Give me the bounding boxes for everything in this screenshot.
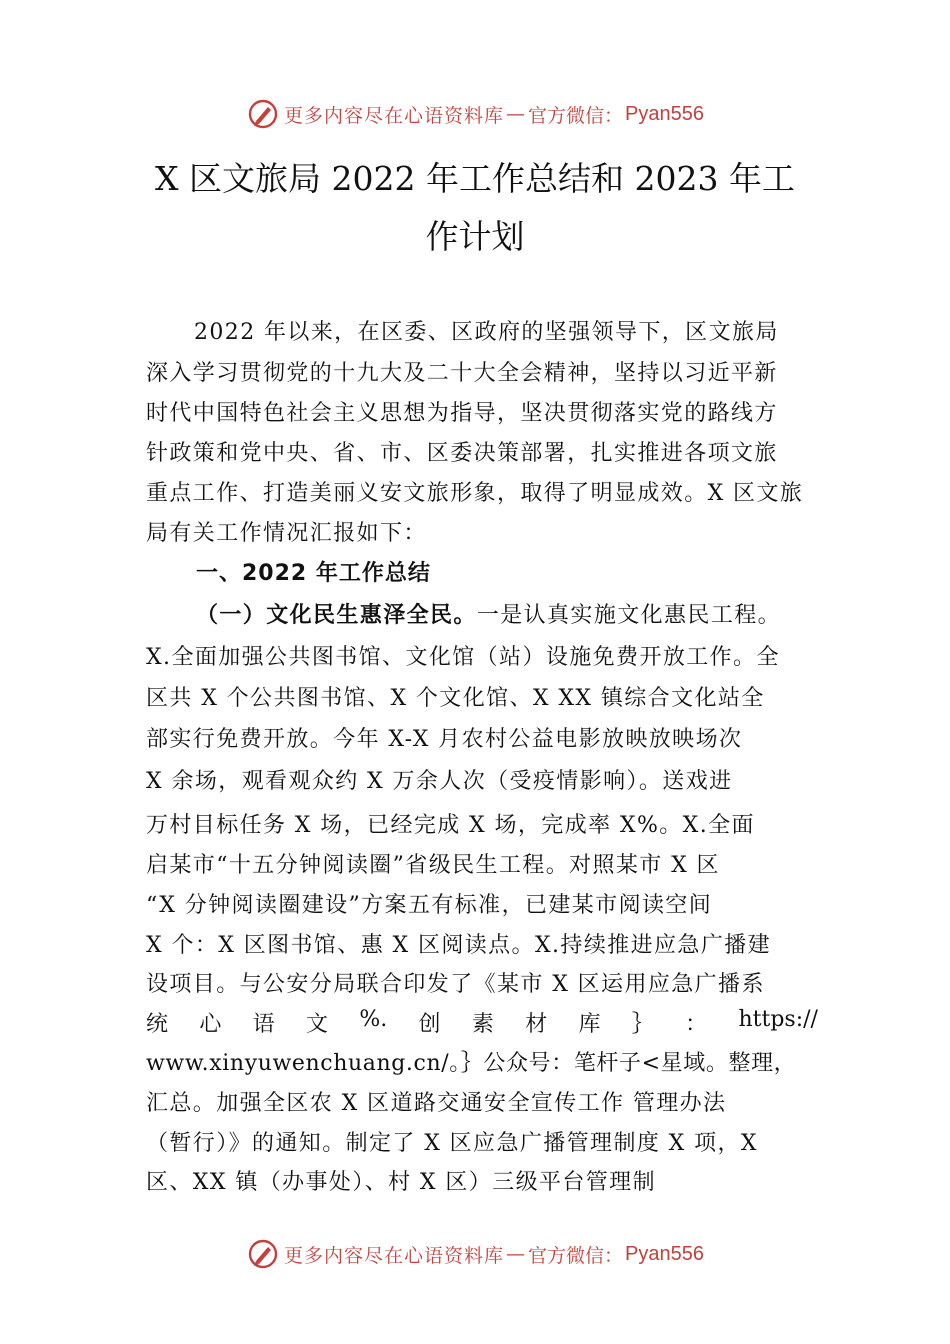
spaced-char: 语 xyxy=(252,1012,275,1037)
paragraph-line: 局有关工作情况汇报如下： xyxy=(146,521,427,546)
spaced-char: 创 xyxy=(418,1012,441,1037)
paragraph-line: 万村目标任务 X 场，已经完成 X 场，完成率 X%。X.全面 xyxy=(146,813,755,838)
paragraph-line: X 个：X 区图书馆、惠 X 区阅读点。X.持续推进应急广播建 xyxy=(146,933,772,958)
paragraph-line: 时代中国特色社会主义思想为指导，坚决贯彻落实党的路线方 xyxy=(146,401,778,426)
banner-text: 更多内容尽在心语资料库 xyxy=(284,104,505,127)
banner-wechat-id: Pyan556 xyxy=(625,1242,704,1265)
subsection-rest: 一是认真实施文化惠民工程。 xyxy=(476,603,782,628)
paragraph-line: 2022 年以来，在区委、区政府的坚强领导下，区文旅局 xyxy=(194,320,779,345)
spaced-char: %. xyxy=(359,1007,388,1032)
spaced-char: 心 xyxy=(199,1012,222,1037)
document-title xyxy=(110,150,840,266)
spaced-char: 素 xyxy=(471,1012,494,1037)
paragraph-line: 针政策和党中央、省、市、区委决策部署，扎实推进各项文旅 xyxy=(146,441,778,466)
title-line-1: X 区文旅局 2022 年工作总结和 2023 年工 xyxy=(155,159,795,198)
subsection-lead: （一）文化民生惠泽全民。 xyxy=(196,602,477,628)
pen-logo-icon xyxy=(246,97,280,131)
subsection-line xyxy=(196,598,818,629)
banner-separator: — xyxy=(506,103,527,125)
banner-text: 更多内容尽在心语资料库 xyxy=(284,1244,505,1267)
paragraph-line: （暂行）》的通知。制定了 X 区应急广播管理制度 X 项，X xyxy=(146,1131,758,1156)
watermark-banner-bottom xyxy=(0,1236,950,1272)
paragraph-line: 深入学习贯彻党的十九大及二十大全会精神，坚持以习近平新 xyxy=(146,361,778,386)
paragraph-line: www.xinyuwenchuang.cn/。｝公众号：笔杆子<星域。整理， xyxy=(146,1051,797,1076)
paragraph-line: 部实行免费开放。今年 X-X 月农村公益电影放映放映场次 xyxy=(146,727,743,752)
banner-separator: — xyxy=(506,1243,527,1265)
pen-logo-icon xyxy=(246,1237,280,1271)
banner-wechat-label: 官方微信： xyxy=(528,1244,624,1267)
paragraph-line: 区共 X 个公共图书馆、X 个文化馆、X XX 镇综合文化站全 xyxy=(146,686,765,711)
spaced-char: 库 xyxy=(578,1012,601,1037)
spaced-char: 材 xyxy=(525,1012,548,1037)
spaced-line xyxy=(146,1007,818,1038)
section-heading: 一、2022 年工作总结 xyxy=(196,561,431,586)
title-line-2: 作计划 xyxy=(425,217,525,256)
paragraph-line: 汇总。加强全区农 X 区道路交通安全宣传工作 管理办法 xyxy=(146,1091,727,1116)
spaced-char: ： xyxy=(685,1012,708,1037)
banner-wechat-label: 官方微信： xyxy=(528,104,624,127)
spaced-char: 统 xyxy=(146,1012,169,1037)
paragraph-line: 设项目。与公安分局联合印发了《某市 X 区运用应急广播系 xyxy=(146,972,765,997)
paragraph-line: 区、XX 镇（办事处）、村 X 区）三级平台管理制 xyxy=(146,1170,656,1195)
paragraph-line: 重点工作、打造美丽义安文旅形象，取得了明显成效。X 区文旅 xyxy=(146,481,804,506)
spaced-url-prefix: https:// xyxy=(738,1007,818,1032)
spaced-char: ｝ xyxy=(631,1012,654,1037)
paragraph-line: X.全面加强公共图书馆、文化馆（站）设施免费开放工作。全 xyxy=(146,645,780,670)
banner-wechat-id: Pyan556 xyxy=(625,102,704,125)
spaced-char: 文 xyxy=(305,1012,328,1037)
watermark-banner-top xyxy=(0,96,950,132)
paragraph-line: X 余场，观看观众约 X 万余人次（受疫情影响）。送戏进 xyxy=(146,769,733,794)
paragraph-line: “X 分钟阅读圈建设”方案五有标准，已建某市阅读空间 xyxy=(146,893,713,918)
paragraph-line: 启某市“十五分钟阅读圈”省级民生工程。对照某市 X 区 xyxy=(146,853,720,878)
